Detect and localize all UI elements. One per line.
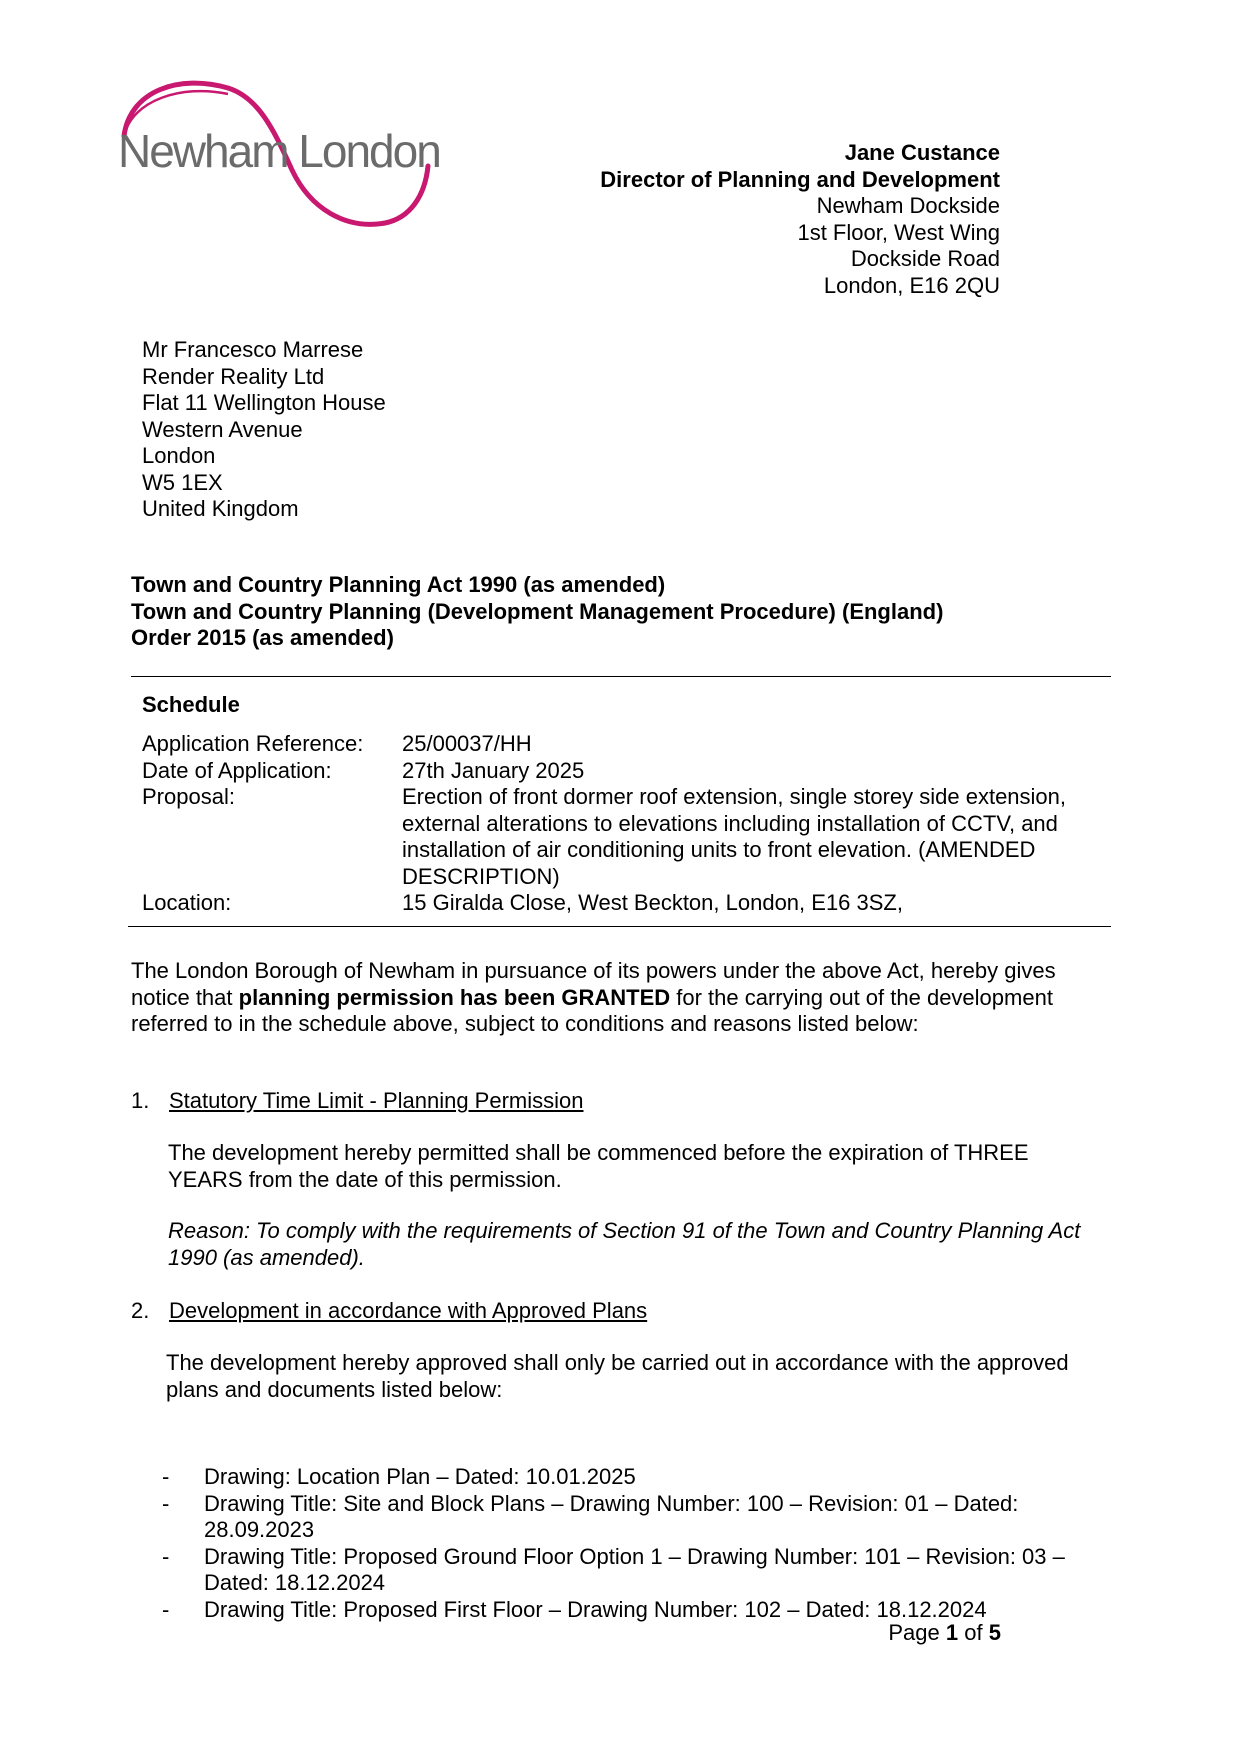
list-item: [162, 1491, 1112, 1544]
schedule-row: [142, 890, 1104, 917]
act-line: Order 2015 (as amended): [131, 625, 394, 650]
newham-london-logo: [110, 78, 490, 238]
condition-text: The development hereby permitted shall be commenced before the expiration of THREE YEARS from the date of this permission.: [168, 1140, 1029, 1192]
schedule-key: Date of Application:: [142, 757, 332, 783]
sender-name: Jane Custance: [844, 140, 1000, 165]
recipient-line: Mr Francesco Marrese: [142, 337, 364, 362]
schedule-key: Location:: [142, 890, 232, 915]
sender-address-line: London, E16 2QU: [823, 272, 1000, 298]
of-label: of: [964, 1620, 983, 1645]
schedule-bottom-divider: [128, 926, 1111, 927]
sender-address-line: 1st Floor, West Wing: [797, 219, 1000, 245]
act-line: Town and Country Planning Act 1990 (as amended): [131, 572, 666, 597]
schedule-table: [142, 731, 1104, 917]
recipient-line: United Kingdom: [142, 496, 299, 521]
list-item: [162, 1464, 1112, 1491]
condition-number: 1.: [131, 1088, 150, 1113]
list-marker: -: [162, 1543, 170, 1569]
condition-text: The development hereby approved shall only be carried out in accordance with the approved plans and documents listed below:: [166, 1350, 1069, 1402]
plan-text: Drawing: Location Plan – Dated: 10.01.2025: [204, 1464, 636, 1489]
condition-heading: [131, 1088, 831, 1115]
logo-text: Newham London: [118, 125, 440, 177]
list-marker: -: [162, 1490, 170, 1516]
recipient-line: Render Reality Ltd: [142, 363, 325, 389]
total-pages: 5: [988, 1620, 1001, 1645]
decision-status: planning permission has been GRANTED: [238, 984, 671, 1010]
legislation-heading: [131, 572, 943, 652]
schedule-value: 27th January 2025: [402, 757, 585, 783]
plan-text: Drawing Title: Site and Block Plans – Drawing Number: 100 – Revision: 01 – Dated: 28.09.2023: [204, 1490, 1019, 1542]
condition-number: 2.: [131, 1298, 150, 1323]
sender-block: [600, 140, 1000, 299]
list-item: [162, 1544, 1112, 1597]
recipient-address: [142, 337, 386, 523]
plan-text: Drawing Title: Proposed First Floor – Drawing Number: 102 – Dated: 18.12.2024: [204, 1596, 987, 1622]
page-number: [888, 1620, 1001, 1646]
schedule-value: 25/00037/HH: [402, 731, 532, 756]
approved-plans-list: [162, 1464, 1112, 1623]
condition-title: Development in accordance with Approved Plans: [169, 1298, 648, 1323]
act-line: Town and Country Planning (Development Management Procedure) (England): [131, 598, 944, 624]
intro-text: for the carrying out of the development referred to in the schedule above, subject to conditions and reasons listed below:: [131, 984, 1053, 1036]
sender-title: Director of Planning and Development: [600, 166, 1000, 192]
schedule-top-divider: [131, 676, 1111, 677]
schedule-row: [142, 758, 1104, 785]
schedule-key: Application Reference:: [142, 731, 364, 756]
decision-notice-paragraph: [131, 958, 1091, 1038]
schedule-title: Schedule: [142, 692, 240, 717]
intro-text: The London Borough of Newham in pursuance of its powers under the above Act, hereby gives notice that: [131, 958, 1056, 1010]
schedule-key: Proposal:: [142, 784, 235, 809]
plan-text: Drawing Title: Proposed Ground Floor Option 1 – Drawing Number: 101 – Revision: 03 – Dated: 18.12.2024: [204, 1543, 1065, 1595]
condition-reason: Reason: To comply with the requirements of Section 91 of the Town and Country Planning Act 1990 (as amended).: [168, 1218, 1081, 1270]
list-marker: -: [162, 1596, 170, 1622]
condition-heading: [131, 1298, 831, 1325]
recipient-line: Western Avenue: [142, 416, 303, 442]
condition-title: Statutory Time Limit - Planning Permission: [169, 1088, 584, 1113]
recipient-line: Flat 11 Wellington House: [142, 390, 386, 415]
list-marker: -: [162, 1464, 170, 1489]
schedule-value: 15 Giralda Close, West Beckton, London, E16 3SZ,: [402, 890, 903, 915]
recipient-line: London: [142, 443, 216, 468]
sender-address-line: Dockside Road: [850, 246, 1000, 271]
sender-address-line: Newham Dockside: [816, 193, 1000, 218]
recipient-line: W5 1EX: [142, 469, 223, 495]
schedule-row: [142, 784, 1104, 890]
current-page: 1: [945, 1620, 959, 1645]
schedule-value: Erection of front dormer roof extension, single storey side extension, external alterations to elevations including installation of CCTV, and installation of air conditioning units to front elevation. (AMENDED DESCRIPTION): [402, 784, 1067, 889]
page-label: Page: [888, 1620, 940, 1645]
schedule-row: [142, 731, 1104, 758]
